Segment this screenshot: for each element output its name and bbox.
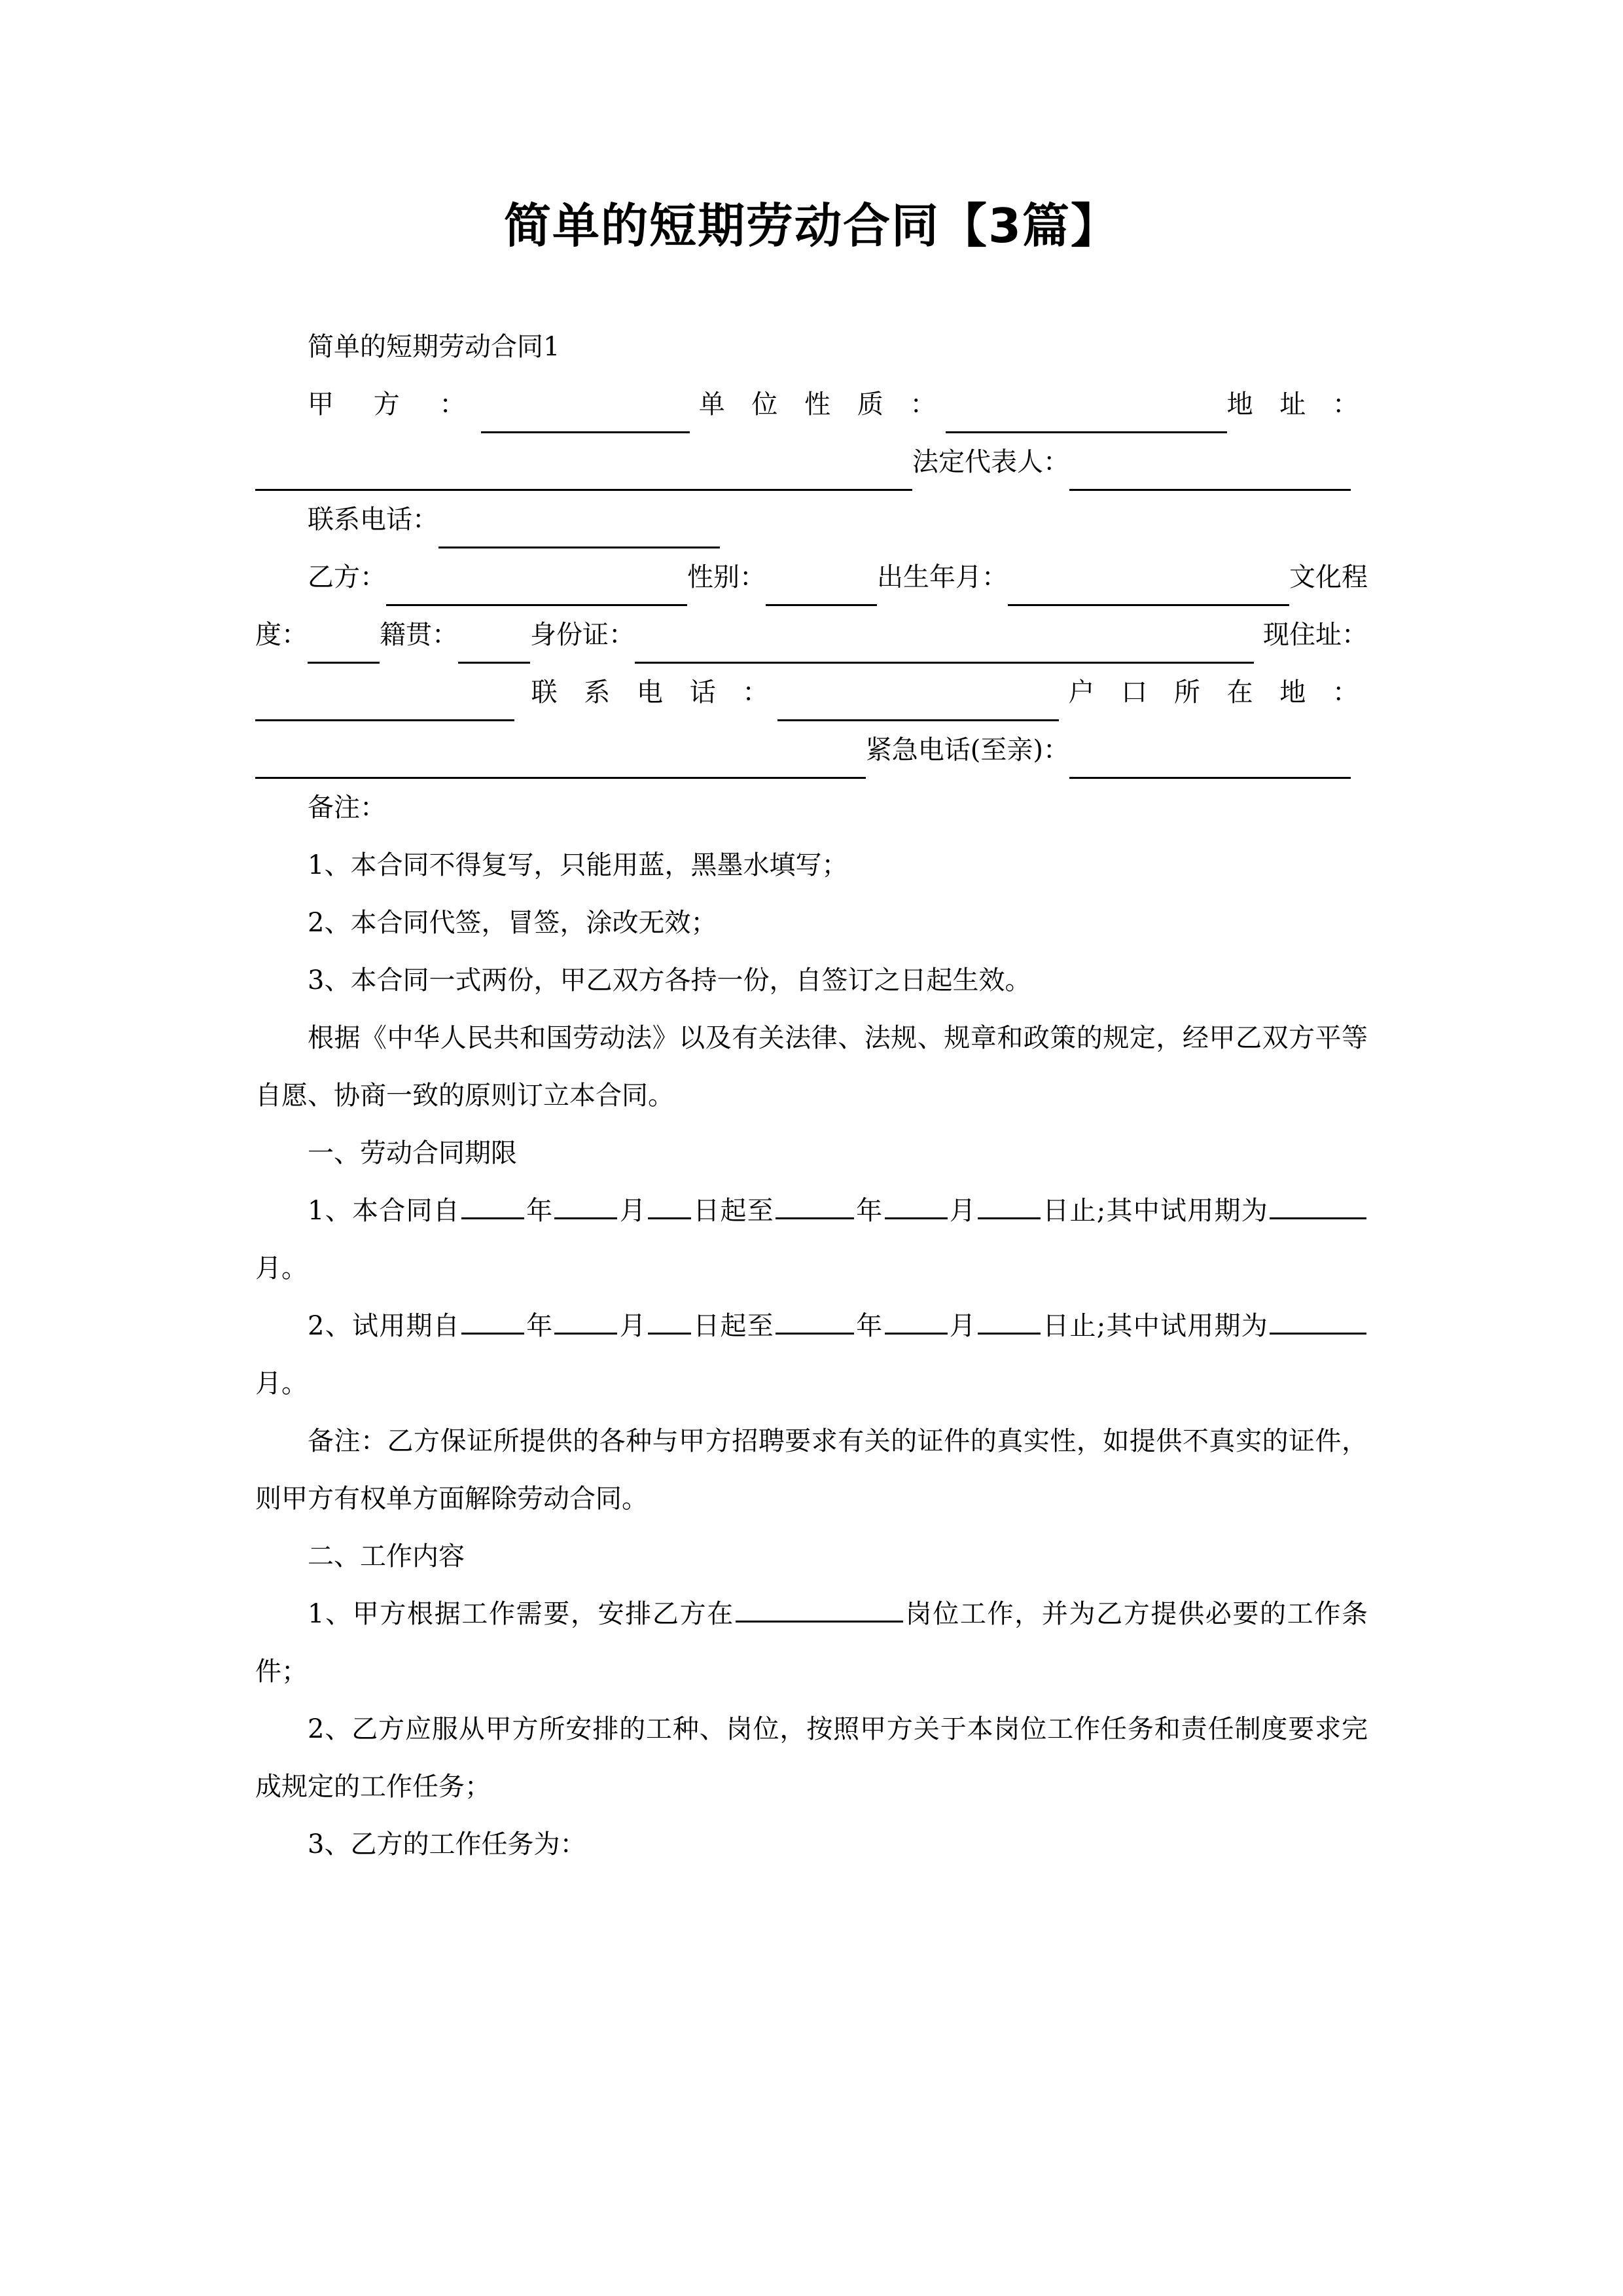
input-contract-start-year[interactable] — [461, 1198, 524, 1219]
item2-year: 年 — [525, 1311, 554, 1341]
input-contract-trial-months[interactable] — [1270, 1198, 1366, 1219]
input-gender[interactable] — [766, 574, 877, 606]
section-two-heading: 二、工作内容 — [308, 1541, 465, 1571]
input-current-address[interactable] — [255, 689, 514, 721]
item1-month2: 月 — [948, 1196, 977, 1226]
label-party-b-phone: 联 系 电 话 ： — [531, 677, 778, 708]
item1-prefix: 1、本合同自 — [308, 1196, 460, 1226]
item2-trial-prefix: 用期为 — [1187, 1311, 1269, 1341]
field-row-address-phone-household — [255, 664, 1368, 721]
section2-item1-suffix: 岗位工作，并为乙方提供必要的工作条件； — [255, 1599, 1368, 1687]
section-two-item-1 — [255, 1585, 1368, 1700]
label-current-address: 现住址： — [1263, 620, 1368, 650]
item1-day-start: 日起至 — [692, 1196, 775, 1226]
remark-item-1: 1、本合同不得复写，只能用蓝，黑墨水填写； — [308, 850, 848, 880]
label-party-b: 乙方： — [308, 562, 386, 592]
input-address[interactable] — [255, 459, 912, 491]
label-education-2: 度： — [255, 620, 308, 650]
field-row-education-id — [255, 606, 1368, 664]
input-party-b-phone[interactable] — [777, 689, 1059, 721]
document-subtitle: 简单的短期劳动合同1 — [308, 332, 560, 362]
item1-month: 月 — [618, 1196, 647, 1226]
item2-day-end: 日止;其中试 — [1042, 1311, 1188, 1341]
section-two-item-3: 3、乙方的工作任务为： — [308, 1829, 586, 1859]
remarks-heading: 备注： — [308, 793, 386, 823]
input-household[interactable] — [255, 747, 866, 779]
input-trial-months[interactable] — [1270, 1313, 1366, 1335]
input-party-b[interactable] — [386, 574, 687, 606]
label-birth: 出生年月： — [877, 562, 1008, 592]
section2-item1-prefix: 1、甲方根据工作需要，安排乙方在 — [308, 1599, 734, 1629]
field-row-party-a-phone — [255, 491, 1368, 548]
remark-item-2: 2、本合同代签，冒签，涂改无效； — [308, 908, 717, 938]
input-contract-end-day[interactable] — [978, 1198, 1041, 1219]
item2-year2: 年 — [855, 1311, 883, 1341]
item1-trial-suffix: 月。 — [255, 1253, 308, 1283]
section-one-remark: 备注：乙方保证所提供的各种与甲方招聘要求有关的证件的真实性，如提供不真实的证件，则甲方有权单方面解除劳动合同。 — [255, 1426, 1368, 1514]
input-trial-start-year[interactable] — [461, 1313, 524, 1335]
label-address: 地 址 ： — [1226, 389, 1368, 420]
label-emergency-phone: 紧急电话(至亲)： — [865, 735, 1069, 765]
document-body — [255, 318, 1368, 1873]
remark-item-3: 3、本合同一式两份，甲乙双方各持一份，自签订之日起生效。 — [308, 965, 1031, 996]
input-id-card[interactable] — [635, 632, 1254, 664]
input-unit-nature[interactable] — [946, 401, 1227, 433]
input-native-place[interactable] — [458, 632, 530, 664]
item1-year: 年 — [525, 1196, 554, 1226]
input-trial-start-day[interactable] — [648, 1313, 691, 1335]
input-trial-start-month[interactable] — [554, 1313, 617, 1335]
field-row-address-legal-rep — [255, 433, 1368, 491]
item2-prefix: 2、试用期自 — [308, 1311, 460, 1341]
input-trial-end-month[interactable] — [885, 1313, 948, 1335]
preamble-paragraph: 根据《中华人民共和国劳动法》以及有关法律、法规、规章和政策的规定，经甲乙双方平等自愿、协商一致的原则订立本合同。 — [255, 1023, 1368, 1111]
field-row-household-emergency — [255, 721, 1368, 779]
input-job-position[interactable] — [736, 1601, 903, 1623]
input-birth[interactable] — [1008, 574, 1289, 606]
input-contract-start-day[interactable] — [648, 1198, 691, 1219]
label-education-1: 文化程 — [1289, 562, 1368, 592]
section-two-item-2: 2、乙方应服从甲方所安排的工种、岗位，按照甲方关于本岗位工作任务和责任制度要求完成规定的工作任务； — [255, 1714, 1368, 1802]
label-gender: 性别： — [687, 562, 766, 592]
label-household: 户 口 所 在 地 ： — [1068, 677, 1368, 708]
input-contract-start-month[interactable] — [554, 1198, 617, 1219]
label-unit-nature: 单 位 性 质 ： — [698, 389, 946, 420]
input-legal-rep[interactable] — [1069, 459, 1351, 491]
input-trial-end-day[interactable] — [978, 1313, 1041, 1335]
input-education[interactable] — [308, 632, 380, 664]
section-one-item-1 — [255, 1182, 1368, 1297]
input-party-a[interactable] — [481, 401, 689, 433]
input-trial-end-year[interactable] — [776, 1313, 854, 1335]
item1-year2: 年 — [855, 1196, 883, 1226]
label-legal-rep: 法定代表人： — [912, 447, 1069, 477]
item2-month: 月 — [618, 1311, 647, 1341]
input-party-a-phone[interactable] — [438, 516, 720, 548]
label-party-a: 甲 方 ： — [308, 389, 482, 420]
input-emergency-phone[interactable] — [1069, 747, 1351, 779]
field-row-party-a — [255, 376, 1368, 433]
item2-day-start: 日起至 — [692, 1311, 775, 1341]
page-title: 简单的短期劳动合同【3篇】 — [503, 198, 1120, 253]
label-native-place: 籍贯： — [380, 620, 458, 650]
item1-day-end: 日止;其中试 — [1042, 1196, 1188, 1226]
section-one-heading: 一、劳动合同期限 — [308, 1138, 517, 1168]
item1-trial-prefix: 用期为 — [1187, 1196, 1269, 1226]
item2-trial-suffix: 月。 — [255, 1369, 308, 1399]
label-id-card: 身份证： — [530, 620, 635, 650]
section-one-item-2 — [255, 1297, 1368, 1412]
label-party-a-phone: 联系电话： — [308, 505, 438, 535]
item2-month2: 月 — [948, 1311, 977, 1341]
input-contract-end-month[interactable] — [885, 1198, 948, 1219]
input-contract-end-year[interactable] — [776, 1198, 854, 1219]
field-row-party-b — [255, 548, 1368, 606]
